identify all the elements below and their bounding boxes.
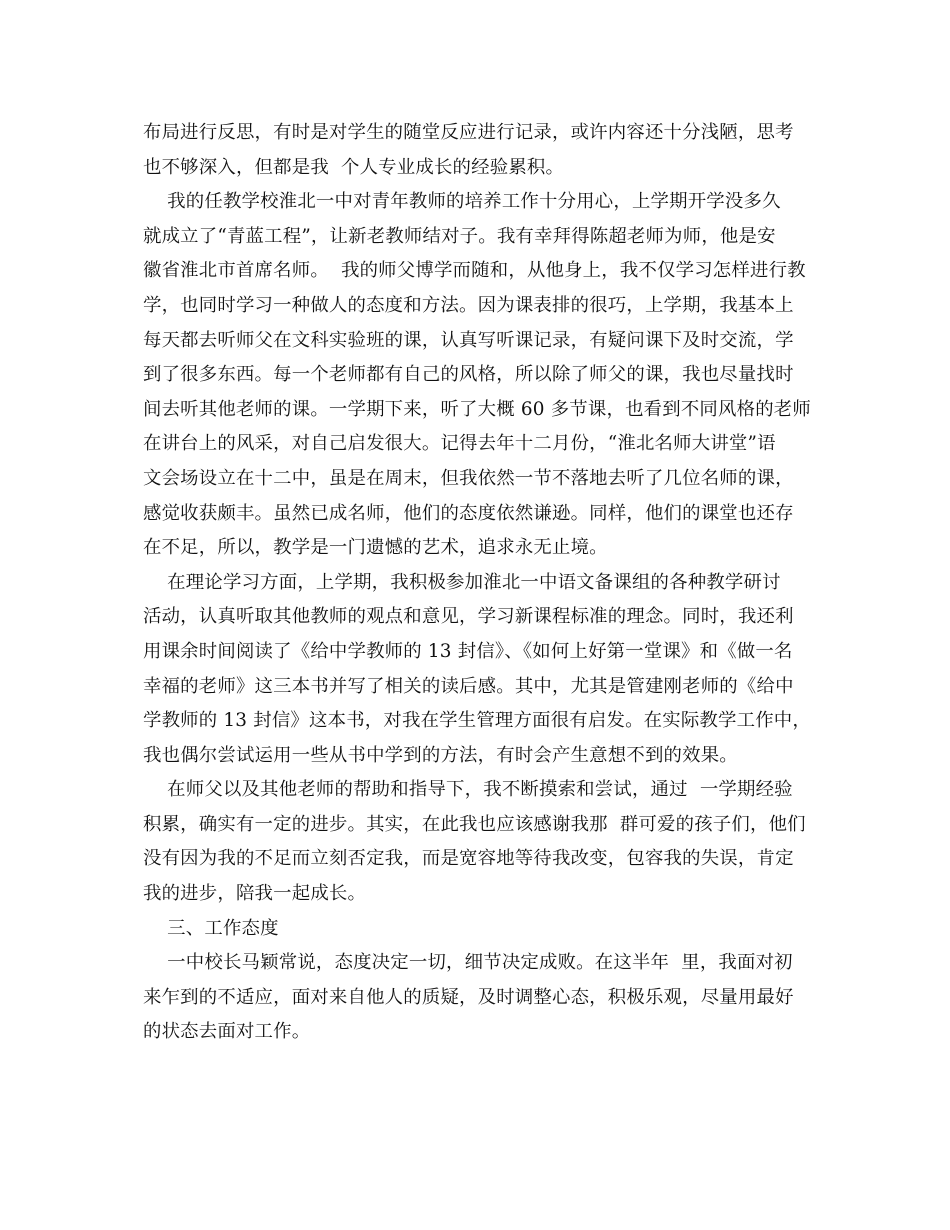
text-line: 在不足，所以，教学是一门遗憾的艺术，追求永无止境。: [143, 537, 608, 559]
text-line: 在讲台上的风采，对自己启发很大。记得去年十二月份，“淮北名师大讲堂”语: [143, 433, 776, 455]
text-line: 幸福的老师》这三本书并写了相关的读后感。其中，尤其是管建刚老师的《给中: [143, 675, 794, 697]
body-text: [143, 116, 815, 1050]
text-line: 感觉收获颇丰。虽然已成名师，他们的态度依然谦逊。同样，他们的课堂也还存: [143, 502, 794, 524]
text-line: 每天都去听师父在文科实验班的课，认真写听课记录，有疑问课下及时交流，学: [143, 329, 794, 351]
text-line: 活动，认真听取其他教师的观点和意见，学习新课程标准的理念。同时，我还利: [143, 606, 794, 628]
text-line: 在理论学习方面，上学期，我积极参加淮北一中语文备课组的各种教学研讨: [143, 571, 781, 593]
text-line: 在师父以及其他老师的帮助和指导下，我不断摸索和尝试，通过 一学期经验: [143, 779, 793, 801]
text-line: 来乍到的不适应，面对来自他人的质疑，及时调整心态，积极乐观，尽量用最好: [143, 986, 794, 1008]
text-line: 的状态去面对工作。: [143, 1021, 311, 1043]
text-line: 文会场设立在十二中，虽是在周末，但我依然一节不落地去听了几位名师的课，: [143, 467, 794, 489]
text-line: 学教师的 13 封信》这本书，对我在学生管理方面很有启发。在实际教学工作中，: [143, 710, 811, 732]
text-line: 就成立了“青蓝工程”，让新老教师结对子。我有幸拜得陈超老师为师，他是安: [143, 225, 776, 247]
text-line: 也不够深入，但都是我 个人专业成长的经验累积。: [143, 156, 565, 178]
text-line: 我的任教学校淮北一中对青年教师的培养工作十分用心，上学期开学没多久: [143, 191, 781, 213]
text-line: 学，也同时学习一种做人的态度和方法。因为课表排的很巧，上学期，我基本上: [143, 294, 794, 316]
text-line: 我的进步，陪我一起成长。: [143, 883, 367, 905]
text-line: 没有因为我的不足而立刻否定我，而是宽容地等待我改变，包容我的失误，肯定: [143, 848, 794, 870]
text-line: 间去听其他老师的课。一学期下来，听了大概 60 多节课，也看到不同风格的老师: [143, 398, 811, 420]
section-heading: 三、工作态度: [143, 917, 279, 939]
text-line: 布局进行反思，有时是对学生的随堂反应进行记录，或许内容还十分浅陋，思考: [143, 122, 794, 143]
text-line: 用课余时间阅读了《给中学教师的 13 封信》、《如何上好第一堂课》和《做一名: [143, 640, 793, 662]
text-line: 我也偶尔尝试运用一些从书中学到的方法，有时会产生意想不到的效果。: [143, 744, 738, 766]
text-line: 徽省淮北市首席名师。 我的师父博学而随和，从他身上，我不仅学习怎样进行教: [143, 260, 806, 282]
text-line: 一中校长马颖常说，态度决定一切，细节决定成败。在这半年 里，我面对初: [143, 952, 793, 974]
text-line: 到了很多东西。每一个老师都有自己的风格，所以除了师父的课，我也尽量找时: [143, 364, 794, 386]
text-line: 积累，确实有一定的进步。其实，在此我也应该感谢我那 群可爱的孩子们，他们: [143, 813, 806, 835]
